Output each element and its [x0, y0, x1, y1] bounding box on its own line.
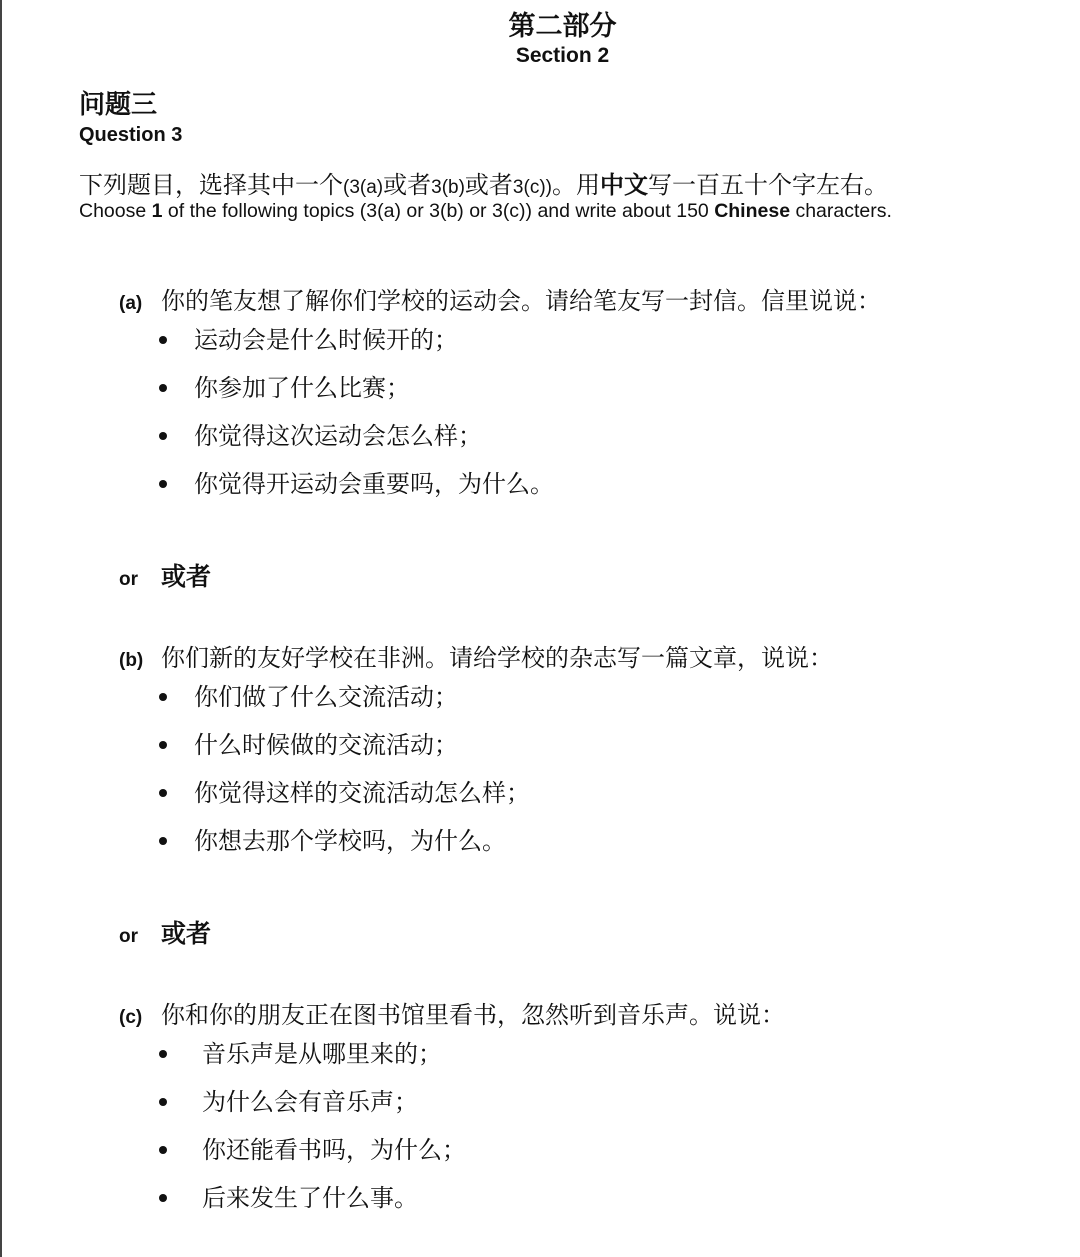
topic-a-prompt: 你的笔友想了解你们学校的运动会。请给笔友写一封信。信里说说：	[161, 287, 881, 315]
list-item	[119, 673, 1059, 721]
bullet-text: 你觉得开运动会重要吗，为什么。	[194, 470, 554, 498]
instr-zh-opt-b: 3(b)	[431, 177, 465, 198]
list-item	[119, 721, 1059, 769]
list-item	[119, 412, 1059, 460]
instr-en-bold2: Chinese	[714, 200, 791, 222]
instructions-chinese	[79, 165, 888, 200]
question-title: 问题三	[79, 90, 158, 120]
list-item	[119, 1078, 1059, 1126]
bullet-text: 什么时候做的交流活动；	[194, 731, 458, 759]
bullet-text: 后来发生了什么事。	[202, 1184, 418, 1212]
topic-a-bullet-list	[119, 316, 1059, 508]
question-subtitle: Question 3	[79, 124, 183, 146]
instructions-english	[79, 200, 892, 223]
list-item	[119, 316, 1059, 364]
instr-zh-opt-a: (3(a)	[343, 177, 384, 198]
bullet-text: 为什么会有音乐声；	[202, 1088, 418, 1116]
list-item	[119, 364, 1059, 412]
list-item	[119, 769, 1059, 817]
bullet-icon	[159, 1098, 167, 1106]
topic-b-letter: (b)	[119, 650, 144, 671]
bullet-text: 你参加了什么比赛；	[194, 374, 410, 402]
list-item	[119, 817, 1059, 865]
instr-zh-bold: 中文	[599, 170, 648, 199]
bullet-icon	[159, 789, 167, 797]
topic-a	[119, 281, 1059, 508]
bullet-icon	[159, 1050, 167, 1058]
or-separator-1	[119, 557, 211, 593]
instr-zh-part3: 写一百五十个字左右。	[647, 171, 888, 199]
bullet-text: 你还能看书吗，为什么；	[202, 1136, 466, 1164]
bullet-icon	[159, 432, 167, 440]
topic-c-bullet-list	[119, 1030, 1059, 1222]
topic-b-bullet-list	[119, 673, 1059, 865]
topic-b-heading	[119, 638, 1059, 673]
bullet-icon	[159, 1194, 167, 1202]
instr-en-part2: of the following topics (3(a) or 3(b) or 3(c)) and write about 150	[162, 200, 715, 222]
list-item	[119, 1174, 1059, 1222]
or-separator-2	[119, 914, 211, 950]
or-label-en: or	[119, 926, 138, 947]
bullet-text: 你觉得这次运动会怎么样；	[194, 422, 482, 450]
list-item	[119, 1126, 1059, 1174]
bullet-text: 音乐声是从哪里来的；	[202, 1040, 442, 1068]
or-label-zh: 或者	[161, 562, 212, 591]
bullet-text: 你们做了什么交流活动；	[194, 683, 458, 711]
or-label-zh: 或者	[161, 919, 212, 948]
instr-en-part3: characters.	[790, 200, 892, 222]
topic-b	[119, 638, 1059, 865]
instr-zh-or1: 或者	[383, 171, 432, 199]
page-left-border	[0, 0, 2, 1257]
list-item	[119, 1030, 1059, 1078]
bullet-text: 你想去那个学校吗，为什么。	[194, 827, 506, 855]
bullet-icon	[159, 336, 167, 344]
bullet-icon	[159, 837, 167, 845]
instr-zh-opt-c: 3(c))	[512, 177, 552, 198]
bullet-icon	[159, 384, 167, 392]
bullet-icon	[159, 741, 167, 749]
instr-en-part1: Choose	[79, 200, 152, 222]
topic-a-heading	[119, 281, 1059, 316]
list-item	[119, 460, 1059, 508]
instr-zh-part2: 。用	[551, 171, 600, 199]
instr-zh-part1: 下列题目，选择其中一个	[79, 171, 343, 199]
section-title: 第二部分	[508, 11, 617, 42]
instr-en-bold1: 1	[151, 200, 163, 222]
topic-c-letter: (c)	[119, 1007, 143, 1028]
bullet-icon	[159, 1146, 167, 1154]
bullet-icon	[159, 480, 167, 488]
or-label-en: or	[119, 569, 138, 590]
instr-zh-or2: 或者	[464, 171, 513, 199]
topic-c-heading	[119, 995, 1059, 1030]
topic-c-prompt: 你和你的朋友正在图书馆里看书，忽然听到音乐声。说说：	[161, 1001, 785, 1029]
topic-c	[119, 995, 1059, 1222]
section-subtitle: Section 2	[515, 44, 610, 67]
bullet-text: 你觉得这样的交流活动怎么样；	[194, 779, 530, 807]
topic-b-prompt: 你们新的友好学校在非洲。请给学校的杂志写一篇文章，说说：	[161, 644, 833, 672]
topic-a-letter: (a)	[119, 293, 143, 314]
bullet-icon	[159, 693, 167, 701]
bullet-text: 运动会是什么时候开的；	[194, 326, 458, 354]
